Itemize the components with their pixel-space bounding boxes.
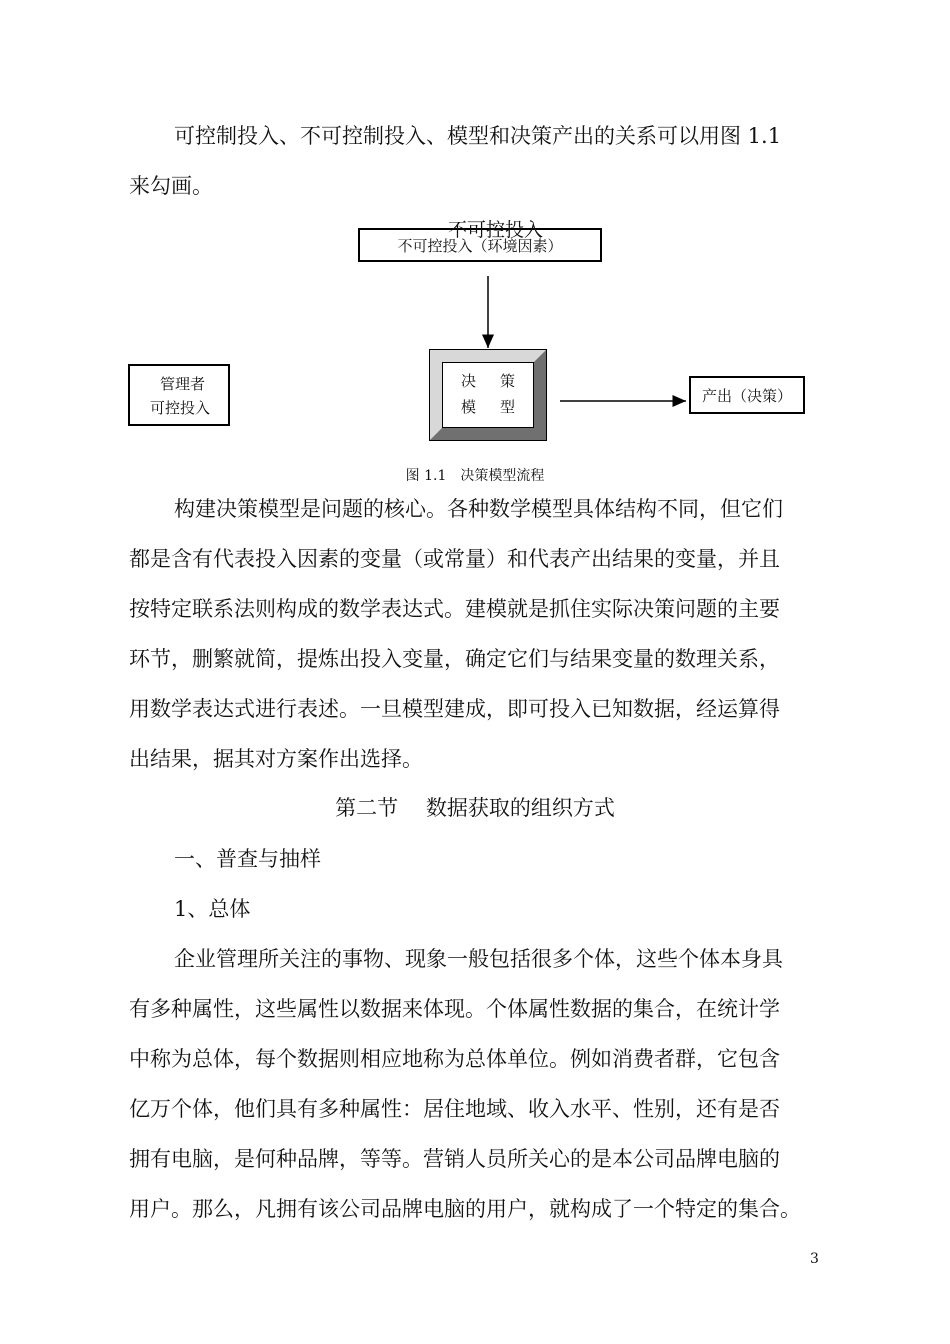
section-title: 第二节 数据获取的组织方式	[335, 796, 615, 820]
text-line: 拥有电脑，是何种品牌，等等。营销人员所关心的是本公司品牌电脑的	[129, 1147, 780, 1171]
decision-model-diagram	[0, 0, 950, 470]
heading-population: 1、总体	[174, 897, 251, 921]
text-line: 用数学表达式进行表述。一旦模型建成，即可投入已知数据，经运算得	[129, 697, 780, 721]
output-label: 产出（决策）	[701, 387, 792, 405]
output-decision-box	[689, 376, 805, 414]
text-line: 环节，删繁就简，提炼出投入变量，确定它们与结果变量的数理关系，	[129, 647, 780, 671]
headings	[129, 834, 819, 934]
decision-model-inner	[442, 362, 534, 428]
model-char: 型	[499, 398, 515, 416]
model-char: 策	[499, 372, 515, 390]
text-line: 都是含有代表投入因素的变量（或常量）和代表产出结果的变量，并且	[129, 547, 780, 571]
model-char: 模	[461, 398, 477, 416]
text-line: 亿万个体，他们具有多种属性：居住地域、收入水平、性别，还有是否	[129, 1097, 780, 1121]
text-line: 企业管理所关注的事物、现象一般包括很多个体，这些个体本身具	[174, 947, 783, 971]
manager-label: 管理者	[160, 375, 206, 393]
paragraph-model	[129, 484, 819, 784]
heading-census-sampling: 一、普查与抽样	[174, 847, 321, 871]
text-line: 可控制投入、不可控制投入、模型和决策产出的关系可以用图 1.1	[174, 124, 782, 148]
decision-model-box	[430, 350, 546, 440]
uncontrollable-input-label: 不可控投入（环境因素）	[397, 237, 563, 255]
figure-caption: 图 1.1 决策模型流程	[405, 468, 545, 484]
text-line: 来勾画。	[129, 174, 213, 198]
text-line: 构建决策模型是问题的核心。各种数学模型具体结构不同，但它们	[174, 497, 783, 521]
text-line: 有多种属性，这些属性以数据来体现。个体属性数据的集合，在统计学	[129, 997, 780, 1021]
text-line: 用户。那么，凡拥有该公司品牌电脑的用户，就构成了一个特定的集合。	[129, 1197, 801, 1221]
page-number: 3	[810, 1251, 819, 1267]
text-line: 出结果，据其对方案作出选择。	[129, 747, 423, 771]
model-char: 决	[461, 372, 477, 390]
paragraph-population	[129, 934, 819, 1234]
text-line: 按特定联系法则构成的数学表达式。建模就是抓住实际决策问题的主要	[129, 597, 780, 621]
manager-controllable-input-box	[128, 364, 230, 426]
controllable-input-label: 可控投入	[150, 399, 211, 417]
text-line: 中称为总体，每个数据则相应地称为总体单位。例如消费者群，它包含	[129, 1047, 780, 1071]
uncontrollable-input-overlay: 不可控投入	[448, 219, 544, 241]
